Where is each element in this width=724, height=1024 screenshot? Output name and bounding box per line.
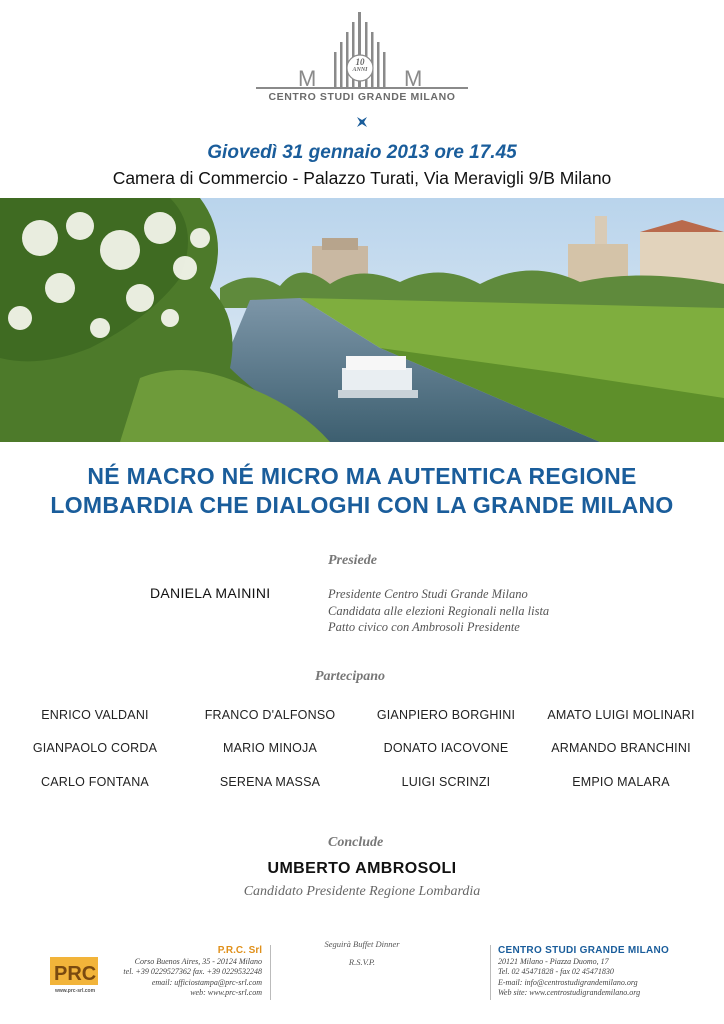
badge-years: 10 (355, 57, 365, 67)
prc-web: web: www.prc-srl.com (190, 988, 262, 997)
chair-role-line: Presidente Centro Studi Grande Milano (328, 587, 528, 601)
prc-email: email: ufficiostampa@prc-srl.com (151, 977, 262, 987)
prc-phone: tel. +39 0229527362 fax. +39 0229532248 (123, 967, 262, 976)
csgm-address: 20121 Milano - Piazza Duomo, 17 (498, 956, 609, 966)
svg-text:M: M (298, 66, 317, 90)
participant-name: FRANCO D'ALFONSO (204, 708, 336, 722)
chair-role-line: Patto civico con Ambrosoli Presidente (328, 620, 520, 634)
concluder-name: UMBERTO AMBROSOLI (267, 860, 457, 877)
prc-logo (50, 953, 100, 997)
chair-role-line: Candidata alle elezioni Regionali nella lista (328, 603, 550, 618)
canal-photo (0, 198, 724, 442)
headline (0, 462, 724, 520)
buffet-note (300, 935, 424, 971)
csgm-web: Web site: www.centrostudigrandemilano.org (498, 988, 641, 997)
rsvp-text: R.S.V.P. (348, 957, 376, 967)
headline-line-2: LOMBARDIA CHE DIALOGHI CON LA GRANDE MILANO (50, 492, 674, 518)
participants-row (0, 775, 724, 795)
buffet-text: Seguirà Buffet Dinner (324, 939, 400, 949)
footer-divider (490, 945, 491, 1000)
csgm-phone: Tel. 02 45471828 - fax 02 45471830 (498, 967, 614, 976)
prc-web-short: www.prc-srl.com (54, 988, 96, 994)
event-venue: Camera di Commercio - Palazzo Turati, Via Meravigli 9/B Milano (112, 168, 612, 188)
svg-text:PRC: PRC (54, 963, 97, 985)
badge-label: ANNI (352, 67, 368, 73)
chair-name: DANIELA MAININI (150, 585, 271, 601)
participant-name: GIANPAOLO CORDA (32, 741, 158, 755)
participants-row (0, 741, 724, 761)
prc-contact (106, 946, 262, 999)
concluder-role: Candidato Presidente Regione Lombardia (243, 884, 481, 899)
headline-line-1: NÉ MACRO NÉ MICRO MA AUTENTICA REGIONE (87, 463, 637, 489)
prc-address: Corso Buenos Aires, 35 - 20124 Milano (134, 956, 262, 966)
csgm-contact (498, 946, 698, 999)
participant-name: MARIO MINOJA (222, 741, 318, 755)
participant-name: DONATO IACOVONE (383, 741, 509, 755)
participant-name: CARLO FONTANA (41, 775, 149, 789)
diamond-ornament-icon (355, 115, 369, 129)
participant-name: LUIGI SCRINZI (401, 775, 491, 789)
participant-name: AMATO LUIGI MOLINARI (547, 708, 695, 722)
participant-name: EMPIO MALARA (572, 775, 670, 789)
skyline-mark-icon (252, 10, 472, 90)
participant-name: SERENA MASSA (219, 775, 321, 789)
prc-firm-name: P.R.C. Srl (217, 945, 262, 956)
chair-role (328, 586, 549, 636)
presiede-heading: Presiede (328, 553, 377, 568)
participant-name: GIANPIERO BORGHINI (376, 708, 516, 722)
partecipano-heading: Partecipano (315, 669, 385, 684)
csgm-logo (252, 10, 472, 110)
footer-divider (270, 945, 271, 1000)
participant-name: ENRICO VALDANI (41, 708, 149, 722)
conclude-heading: Conclude (328, 835, 384, 850)
logo-caption: CENTRO STUDI GRANDE MILANO (268, 91, 456, 103)
participants-row (0, 708, 724, 728)
event-date: Giovedì 31 gennaio 2013 ore 17.45 (207, 142, 517, 163)
svg-text:M: M (404, 66, 423, 90)
csgm-email: E-mail: info@centrostudigrandemilano.org (498, 977, 638, 987)
csgm-firm-name: CENTRO STUDI GRANDE MILANO (498, 945, 670, 956)
participant-name: ARMANDO BRANCHINI (551, 741, 691, 755)
